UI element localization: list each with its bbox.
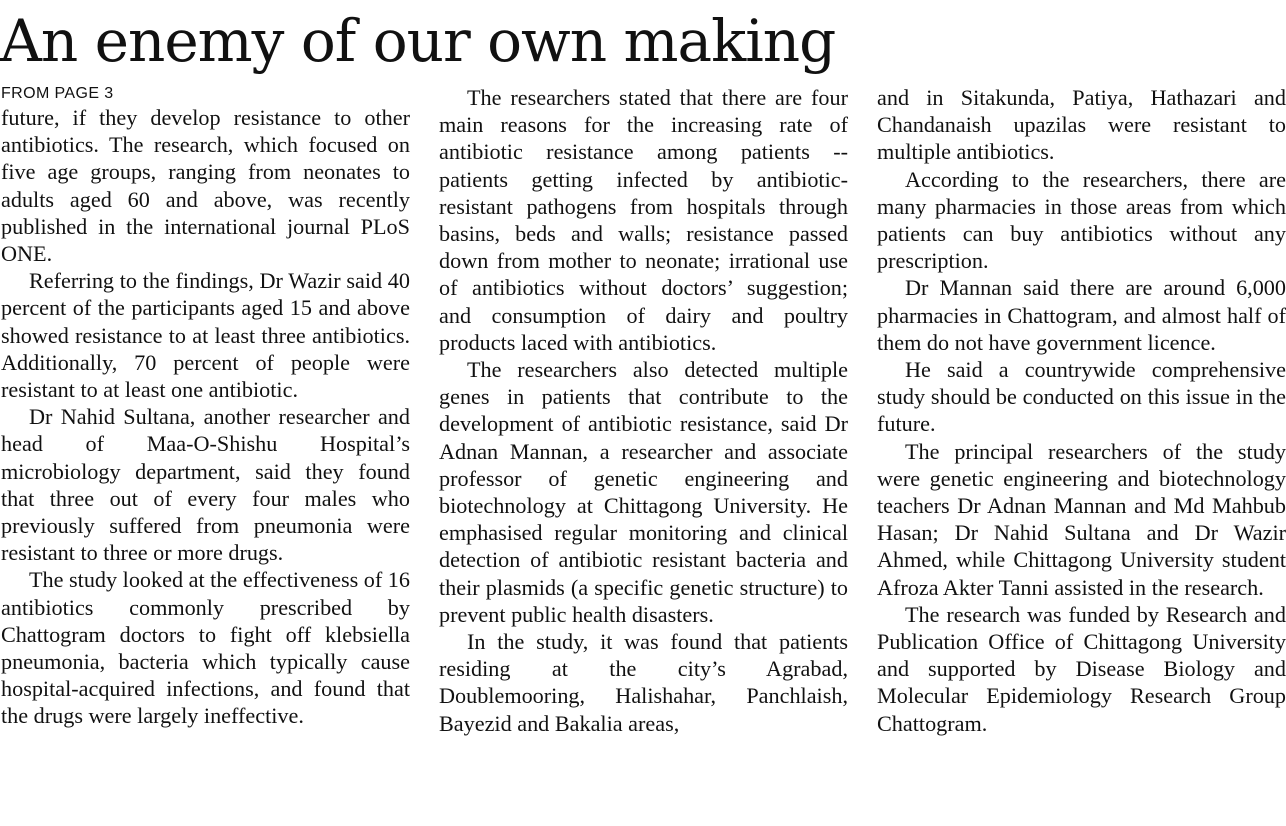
article-column-1 bbox=[1, 84, 410, 730]
continued-from-label: FROM PAGE 3 bbox=[1, 85, 114, 102]
article-column-2 bbox=[439, 84, 848, 737]
paragraph: The researchers stated that there are four main reasons for the increasing rate of antibiotic resistance among patients -- patients getting infected by antibiotic-resistant pathogens from hospitals through basins, beds and walls; resistance passed down from mother to neonate; irrational use of antibiotics without doctors’ suggestion; and consumption of dairy and poultry products laced with antibiotics. bbox=[439, 85, 848, 355]
paragraph: The research was funded by Research and Publication Office of Chittagong University and supported by Disease Biology and Molecular Epidemiology Research Group Chattogram. bbox=[877, 601, 1286, 736]
paragraph: He said a countrywide comprehensive study should be conducted on this issue in the future. bbox=[877, 357, 1286, 437]
paragraph: Referring to the findings, Dr Wazir said 40 percent of the participants aged 15 and above showed resistance to at least three antibiotics. Additionally, 70 percent of people were resistant to at least one antibiotic. bbox=[1, 268, 410, 403]
paragraph: Dr Mannan said there are around 6,000 pharmacies in Chattogram, and almost half of them do not have government licence. bbox=[877, 275, 1286, 355]
article-column-3 bbox=[877, 84, 1286, 737]
paragraph: Dr Nahid Sultana, another researcher and head of Maa-O-Shishu Hospital’s microbiology department, said they found that three out of every four males who previously suffered from pneumonia were resistant to three or more drugs. bbox=[1, 404, 410, 566]
paragraph: future, if they develop resistance to other antibiotics. The research, which focused on five age groups, ranging from neonates to adults aged 60 and above, was recently published in the international journal PLoS ONE. bbox=[1, 105, 410, 267]
paragraph: The principal researchers of the study were genetic engineering and biotechnology teachers Dr Adnan Mannan and Md Mahbub Hasan; Dr Nahid Sultana and Dr Wazir Ahmed, while Chittagong University student Afroza Akter Tanni assisted in the research. bbox=[877, 438, 1286, 600]
paragraph: The study looked at the effectiveness of 16 antibiotics commonly prescribed by Chattogram doctors to fight off klebsiella pneumonia, bacteria which typically cause hospital-acquired infections, and found that the drugs were largely ineffective. bbox=[1, 567, 410, 729]
paragraph: The researchers also detected multiple genes in patients that contribute to the development of antibiotic resistance, said Dr Adnan Mannan, a researcher and associate professor of genetic engineering and biotechnology at Chittagong University. He emphasised regular monitoring and clinical detection of antibiotic resistant bacteria and their plasmids (a specific genetic structure) to prevent public health disasters. bbox=[439, 357, 848, 627]
paragraph: and in Sitakunda, Patiya, Hathazari and Chandanaish upazilas were resistant to multiple antibiotics. bbox=[877, 85, 1286, 165]
paragraph: In the study, it was found that patients residing at the city’s Agrabad, Doublemooring, Halishahar, Panchlaish, Bayezid and Bakalia areas, bbox=[439, 629, 848, 736]
paragraph: According to the researchers, there are many pharmacies in those areas from which patients can buy antibiotics without any prescription. bbox=[877, 166, 1286, 274]
headline: An enemy of our own making bbox=[0, 7, 836, 75]
